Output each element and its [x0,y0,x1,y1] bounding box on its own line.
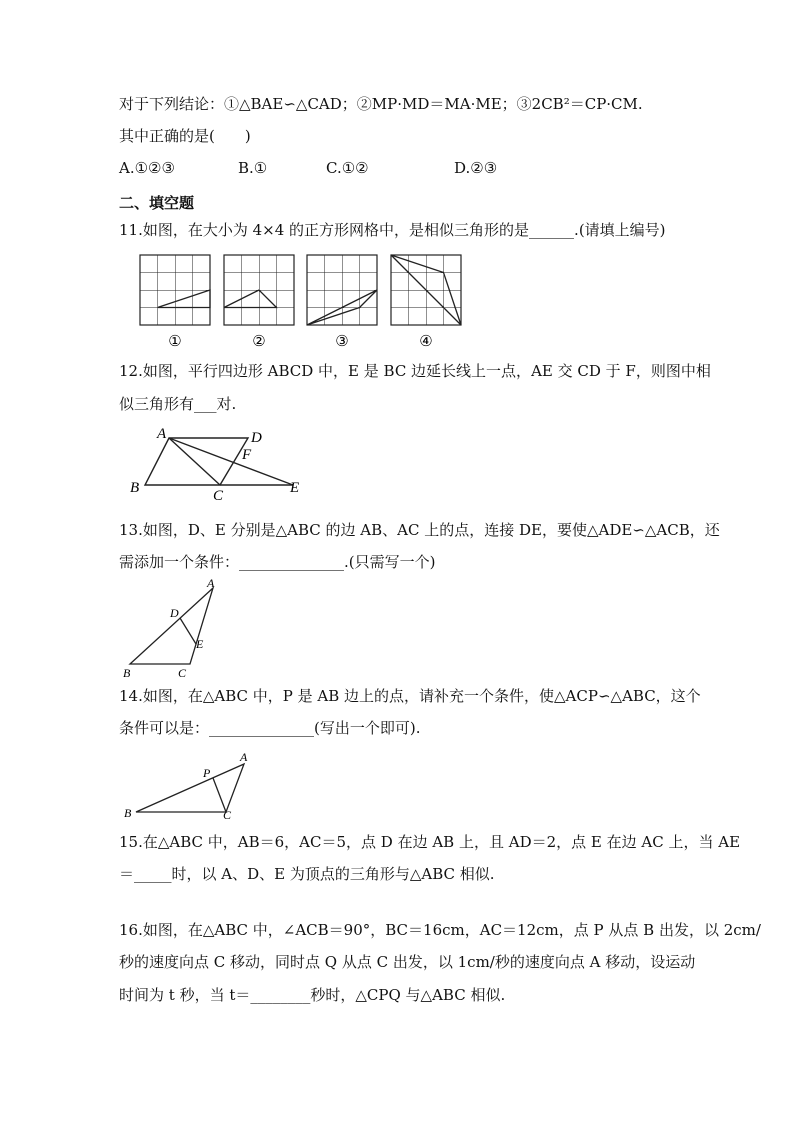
q12-parallelogram-figure [125,424,315,502]
q11-grid-figures [135,250,475,350]
grid-figure-2 [224,255,294,325]
grid-label-3: ③ [335,334,349,350]
q12-line2: 似三角形有___对. [119,395,237,413]
option-c: C.①② [326,159,369,177]
option-d: D.②③ [454,159,498,177]
grid-figure-1 [140,255,210,325]
grid-figure-4 [391,255,461,325]
point-p: P [203,766,211,780]
q15-line1: 15.在△ABC 中，AB＝6，AC＝5，点 D 在边 AB 上，且 AD＝2，点 E 在边 AC 上，当 AE [119,833,741,851]
point-e: E [196,637,204,651]
q13-triangle-figure [118,576,228,680]
q16-line1: 16.如图，在△ABC 中，∠ACB＝90°，BC＝16cm，AC＝12cm，点 P 从点 B 出发，以 2cm/ [119,921,761,939]
q14-line2: 条件可以是：______________(写出一个即可). [119,719,421,737]
grid-label-2: ② [252,334,266,350]
point-d: D [251,430,262,446]
option-b: B.① [238,159,268,177]
point-a: A [157,426,167,442]
q13-line2: 需添加一个条件：______________.(只需写一个) [119,553,436,571]
q10-question: 其中正确的是( ) [119,127,251,145]
point-b: B [123,666,131,680]
grid-label-1: ① [168,334,182,350]
point-c: C [223,808,232,822]
grid-figure-3 [307,255,377,325]
q11-text: 11.如图，在大小为 4×4 的正方形网格中，是相似三角形的是______.(请填上编号) [119,221,666,239]
point-a: A [240,750,248,764]
q13-line1: 13.如图，D、E 分别是△ABC 的边 AB、AC 上的点，连接 DE，要使△ADE∽△ACB，还 [119,521,720,539]
point-b: B [130,480,140,496]
point-c: C [178,666,187,680]
q16-line3: 时间为 t 秒，当 t＝________秒时，△CPQ 与△ABC 相似. [119,986,506,1004]
point-d: D [170,606,179,620]
q14-triangle-figure [118,748,258,822]
q12-line1: 12.如图，平行四边形 ABCD 中，E 是 BC 边延长线上一点，AE 交 CD 于 F，则图中相 [119,362,711,380]
grid-label-4: ④ [419,334,433,350]
q10-conclusions: 对于下列结论：①△BAE∽△CAD；②MP·MD＝MA·ME；③2CB²＝CP·CM. [119,95,643,113]
q10-options [119,158,719,178]
point-a: A [207,576,215,590]
section-heading: 二、填空题 [119,194,195,212]
point-f: F [242,447,252,463]
point-e: E [290,480,300,496]
point-c: C [213,488,224,502]
q15-line2: ＝_____时，以 A、D、E 为顶点的三角形与△ABC 相似. [119,865,495,883]
point-b: B [124,806,132,820]
q14-line1: 14.如图，在△ABC 中，P 是 AB 边上的点，请补充一个条件，使△ACP∽△ABC，这个 [119,687,701,705]
q16-line2: 秒的速度向点 C 移动，同时点 Q 从点 C 出发，以 1cm/秒的速度向点 A 移动，设运动 [119,953,696,971]
option-a: A.①②③ [119,159,175,177]
